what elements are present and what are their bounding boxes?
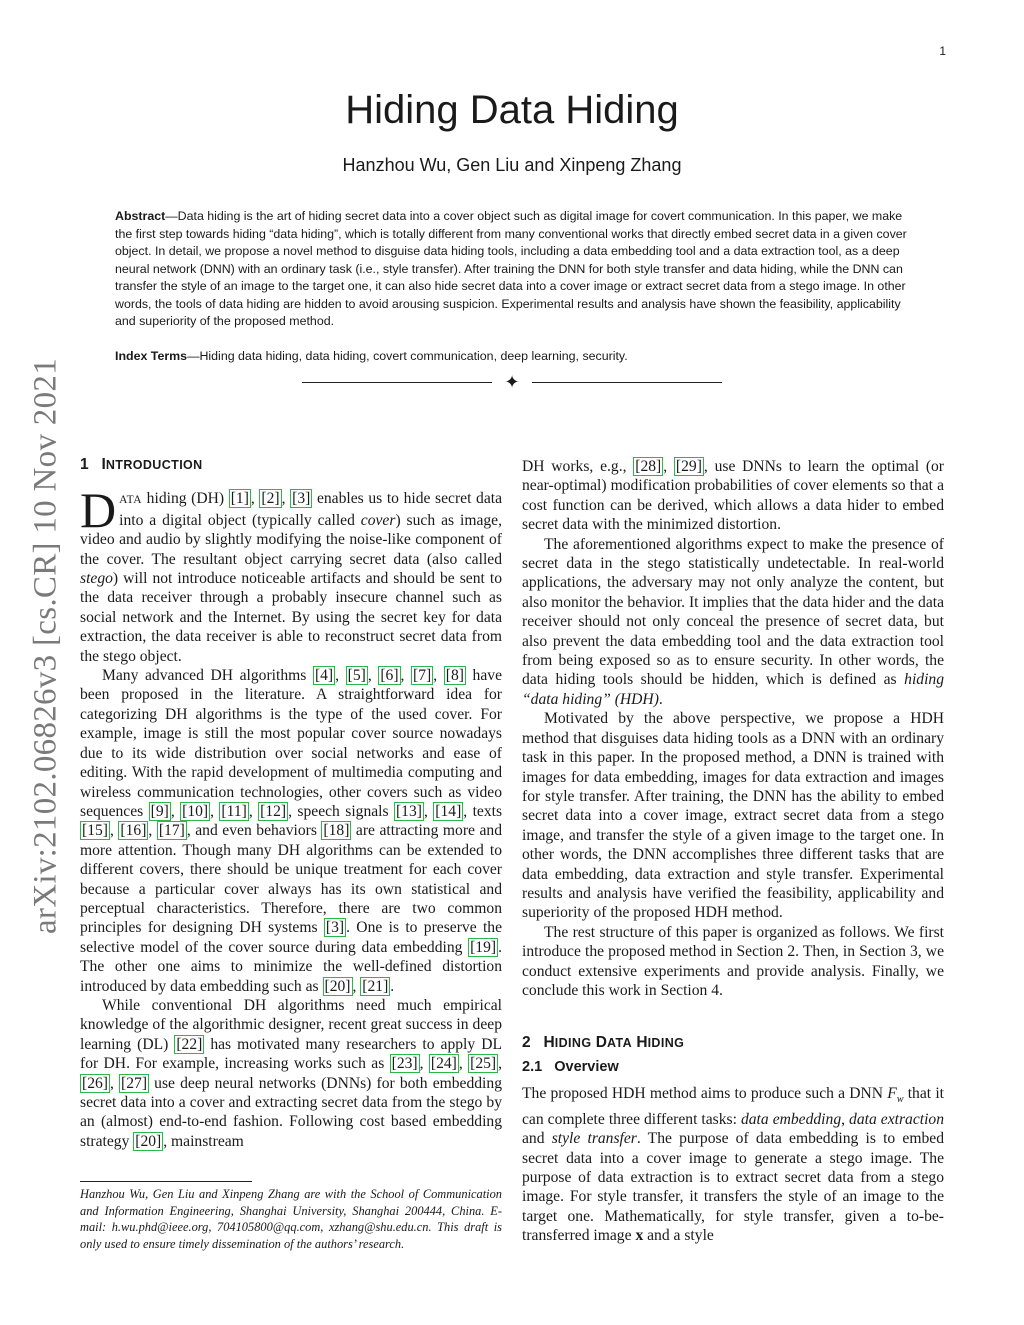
section-2-heading: 2 HIDING DATA HIDING [522,1034,685,1052]
index-terms [115,348,910,366]
citation-link[interactable]: [23] [391,1055,418,1073]
citation-link[interactable]: [18] [323,822,350,840]
citation-link[interactable]: [22] [176,1035,203,1053]
citation-link[interactable]: [28] [635,458,662,475]
intro-paragraph-1: DATA hiding (DH) [1] , [2] , [3] enables us to hide secret data into a digital object (typically called cover) such as image, video and audio by slightly modifying the noise-like component of the cover. The resultant object carrying secret data (also called stego) will not introduce noticeable artifacts and should be sent to the data receiver through a probably insecure channel such as social network and the Internet. By using the secret key for data extraction, the data receiver is able to reconstruct secret data from the stego object. [80,482,503,665]
citation-link[interactable]: [11] [221,802,247,820]
citation-link[interactable]: [10] [182,802,209,820]
intro-paragraph-3: While conventional DH algorithms need much empirical knowledge of the algorithmic designer, recent great success in deep learning (DL) [22] has motivated many researchers to apply DL for DH. For example, increasing works such as [23] , [24] , [25] , [26] , [27] use deep neural networks (DNNs) for both embedding secret data into a cover and extracting secret data from the stego by an (almost) end-to-end fashion. Following cost based embedding strategy [20] , mainstream [80,996,503,1150]
left-column [80,455,502,1151]
citation-link[interactable]: [26] [82,1074,108,1092]
citation-link[interactable]: [27] [121,1074,148,1092]
citation-link[interactable]: [17] [158,822,185,840]
right-paragraph-1: DH works, e.g., [28] , [29] , use DNNs to learn the optimal (or near-optimal) modification probabilities of cover elements so that a cost function can be derived, which allows a data hider to embed secret data with the minimized distortion. [522,458,944,534]
footnote-rule [80,1181,252,1182]
abstract-label: Abstract [115,209,166,223]
citation-link[interactable]: [29] [675,458,702,475]
footnote: Hanzhou Wu, Gen Liu and Xinpeng Zhang are with the School of Communication and Information Engineering, Shanghai University, Shanghai 200444, China. E-mail: h.wu.phd@ieee.org, 704105800@qq.com, xzhang@shu.edu.cn. This draft is only used to ensure timely dissemination of the authors’ research. [80,1187,502,1251]
arxiv-stamp: arXiv:2102.06826v3 [cs.CR] 10 Nov 2021 [27,357,64,935]
subsection-2-1-heading: 2.1 Overview [522,1058,619,1075]
paper-authors: Hanzhou Wu, Gen Liu and Xinpeng Zhang [342,155,682,175]
citation-link[interactable]: [25] [470,1055,497,1073]
section-separator [300,372,724,392]
right-column [522,457,944,1246]
paper-title: Hiding Data Hiding [345,88,679,132]
separator-line-right [532,382,722,383]
intro-paragraph-2: Many advanced DH algorithms [4] , [5] , [6] , [7] , [8] have been proposed in the literature. A straightforward idea for categorizing DH algorithms is the type of the used cover. For example, image is still the most popular cover source nowadays due to its wide distribution over social networks and ease of editing. With the rapid development of multimedia computing and wireless communication technologies, other covers such as video sequences [9] , [10] , [11] , [12] , speech signals [13] , [14] , texts [15] , [16] , [17] , and even behaviors [18] are attracting more and more attention. Though many DH algorithms can be extended to different covers, there should be unique treatment for each cover because a particular cover always has its own statistical and perceptual characteristics. Therefore, there are two common principles for designing DH systems [3] . One is to preserve the selective model of the cover source during data embedding [19] . The other one aims to minimize the well-defined distortion introduced by data embedding such as [20] , [21] . [80,667,503,995]
citation-link[interactable]: [20] [324,977,351,995]
section-1-heading: 1 INTRODUCTION [80,456,203,473]
citation-link[interactable]: [12] [260,802,287,820]
abstract-text: —Data hiding is the art of hiding secret data into a cover object such as digital image for covert communication. In this paper, we make the first step towards hiding “data hiding”, which is totally different from many conventional works that directly embed secret data in a given cover object. In detail, we propose a novel method to disguise data hiding tools, including a data embedding tool and a data extraction tool, as a deep neural network (DNN) with an ordinary task (i.e., style transfer). After training the DNN for both style transfer and data hiding, while the DNN can transfer the style of an image to the target one, it can also hide secret data into a cover image or extract secret data from a stego image. In other words, the tools of data hiding are hidden to avoid arousing suspicion. Experimental results and analysis have shown the feasibility, applicability and superiority of the proposed method. [115,209,907,328]
right-paragraph-3: Motivated by the above perspective, we propose a HDH method that disguises data hiding tools as a DNN with an ordinary task in this paper. In the proposed method, a DNN is trained with images for data embedding, images for data extraction and images for style transfer. After training, the DNN has the ability to embed secret data into a cover image, extract secret data from a stego image, and transfer the style of a given image to the target one. In other words, the DNN accomplishes three different tasks that are data embedding, data extraction and style transfer. Experimental results and analysis have verified the feasibility, applicability and superiority of the proposed HDH method. [522,710,944,922]
citation-link[interactable]: [1] [230,490,249,508]
abstract [115,208,910,331]
index-terms-label: Index Terms [115,349,188,363]
right-paragraph-4: The rest structure of this paper is organized as follows. We first introduce the proposed method in Section 2. Then, in Section 3, we conduct extensive experiments and provide analysis. Finally, we conclude this work in Section 4. [522,923,944,999]
citation-link[interactable]: [2] [261,490,280,508]
index-terms-text: —Hiding data hiding, data hiding, covert communication, deep learning, security. [187,349,628,363]
citation-link[interactable]: [3] [325,919,345,937]
citation-link[interactable]: [3] [292,490,311,508]
dropcap: D [80,482,117,539]
citation-link[interactable]: [9] [150,802,169,820]
citation-link[interactable]: [16] [120,822,147,840]
citation-link[interactable]: [6] [380,667,399,685]
citation-link[interactable]: [21] [362,977,389,995]
page-number: 1 [939,44,946,58]
section-gap [522,1000,944,1033]
citation-link[interactable]: [5] [347,667,366,685]
citation-link[interactable]: [24] [430,1055,457,1073]
right-paragraph-2: The aforementioned algorithms expect to make the presence of secret data in the stego statistically undetectable. In real-world applications, the adversary may not only analyze the content, but also monitor the behavior. It implies that the data hider and the data receiver should not only conceal the presence of secret data, but also prevent the data embedding tool and the data extraction tool from being exposed so as to ensure security. In other words, the data hiding tools should be hidden, which is defined as hiding “data hiding” (HDH). [522,535,944,708]
citation-link[interactable]: [13] [395,802,422,820]
citation-link[interactable]: [15] [82,822,108,840]
citation-link[interactable]: [14] [435,802,462,820]
overview-paragraph: The proposed HDH method aims to produce such a DNN $F_w$ that it can complete three different tasks: data embedding, data extraction and style transfer. The purpose of data embedding is to embed secret data into a cover image to generate a stego image. The purpose of data extraction is to extract secret data from a stego image. For style transfer, it transfers the style of an image to the target one. Mathematically, for style transfer, given a to-be-transferred image x and a style [522,1085,945,1245]
separator-star-icon: ✦ [504,372,520,392]
citation-link[interactable]: [8] [445,667,464,685]
citation-link[interactable]: [7] [413,667,432,685]
arxiv-stamp-wrapper [0,0,64,935]
citation-link[interactable]: [20] [135,1132,162,1150]
citation-link[interactable]: [4] [314,667,334,685]
citation-link[interactable]: [19] [470,938,497,956]
